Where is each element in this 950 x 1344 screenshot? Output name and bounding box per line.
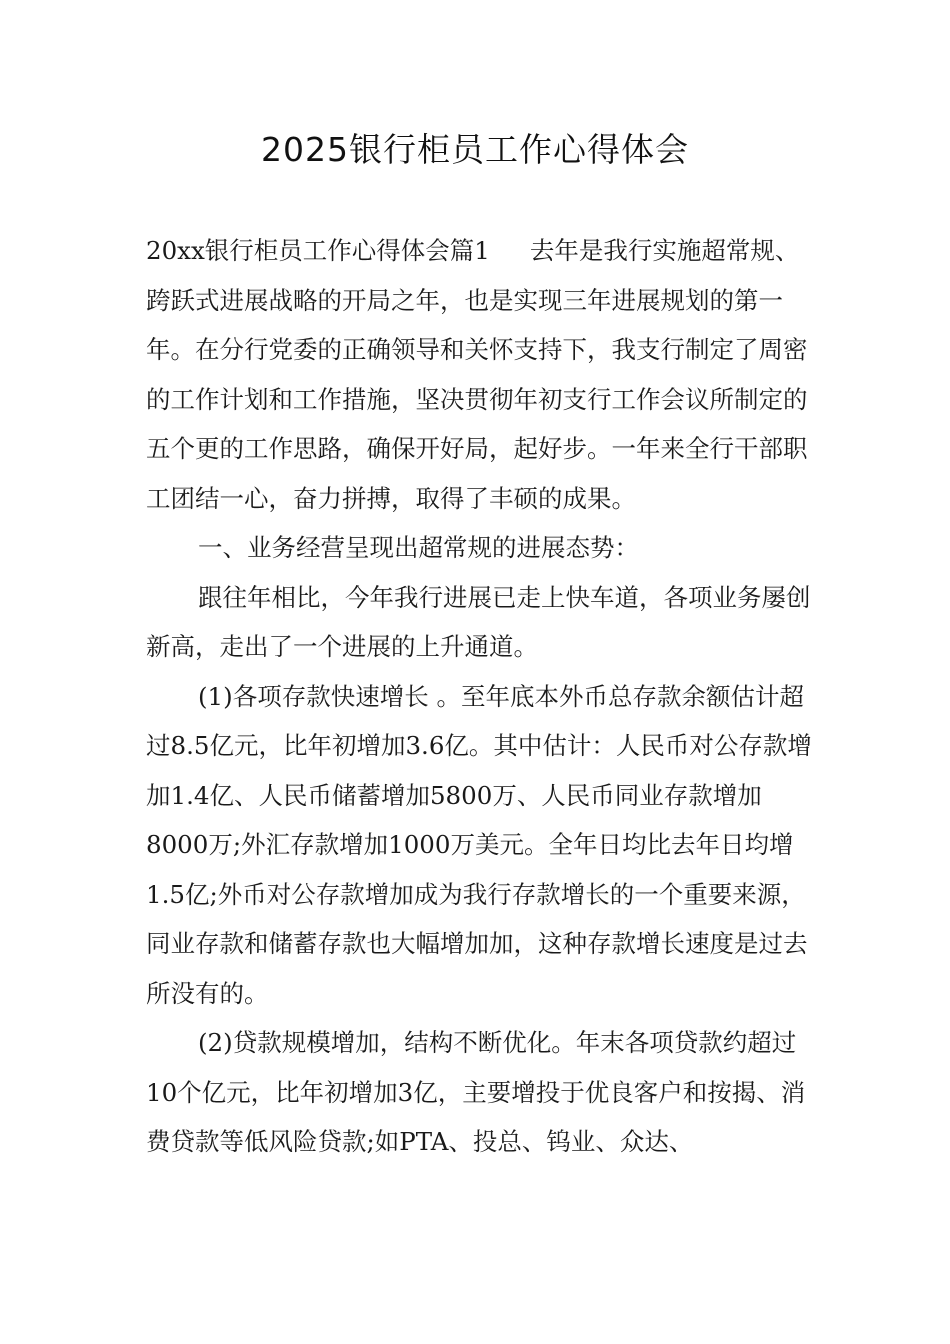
paragraph-4: (2)贷款规模增加，结构不断优化。年末各项贷款约超过10个亿元，比年初增加3亿，主要增投于优良客户和按揭、消费贷款等低风险贷款;如PTA、投总、钨业、众达、 xyxy=(146,1028,806,1156)
document-title: 2025银行柜员工作心得体会 xyxy=(261,130,689,169)
paragraph-1-text: 去年是我行实施超常规、跨跃式进展战略的开局之年，也是实现三年进展规划的第一年。在分行党委的正确领导和关怀支持下，我支行制定了周密的工作计划和工作措施，坚决贯彻年初支行工作会议所制定的五个更的工作思路，确保开好局，起好步。一年来全行干部职工团结一心，奋力拼搏，取得了丰硕的成果。 xyxy=(146,236,808,513)
document-body xyxy=(146,226,816,1167)
section-heading-inline: 20xx银行柜员工作心得体会篇1 xyxy=(146,236,490,265)
paragraph-2: 跟往年相比，今年我行进展已走上快车道，各项业务屡创新高，走出了一个进展的上升通道。 xyxy=(146,582,811,661)
first-paragraph xyxy=(146,226,816,523)
paragraph-3: (1)各项存款快速增长 。至年底本外币总存款余额估计超过8.5亿元，比年初增加3.6亿。其中估计：人民币对公存款增加1.4亿、人民币储蓄增加5800万、人民币同业存款增加8000万;外汇存款增加1000万美元。全年日均比去年日均增1.5亿;外币对公存款增加成为我行存款增长的一个重要来源，同业存款和储蓄存款也大幅增加加，这种存款增长速度是过去所没有的。 xyxy=(146,681,812,1008)
section-heading-1: 一、业务经营呈现出超常规的进展态势： xyxy=(198,533,639,562)
